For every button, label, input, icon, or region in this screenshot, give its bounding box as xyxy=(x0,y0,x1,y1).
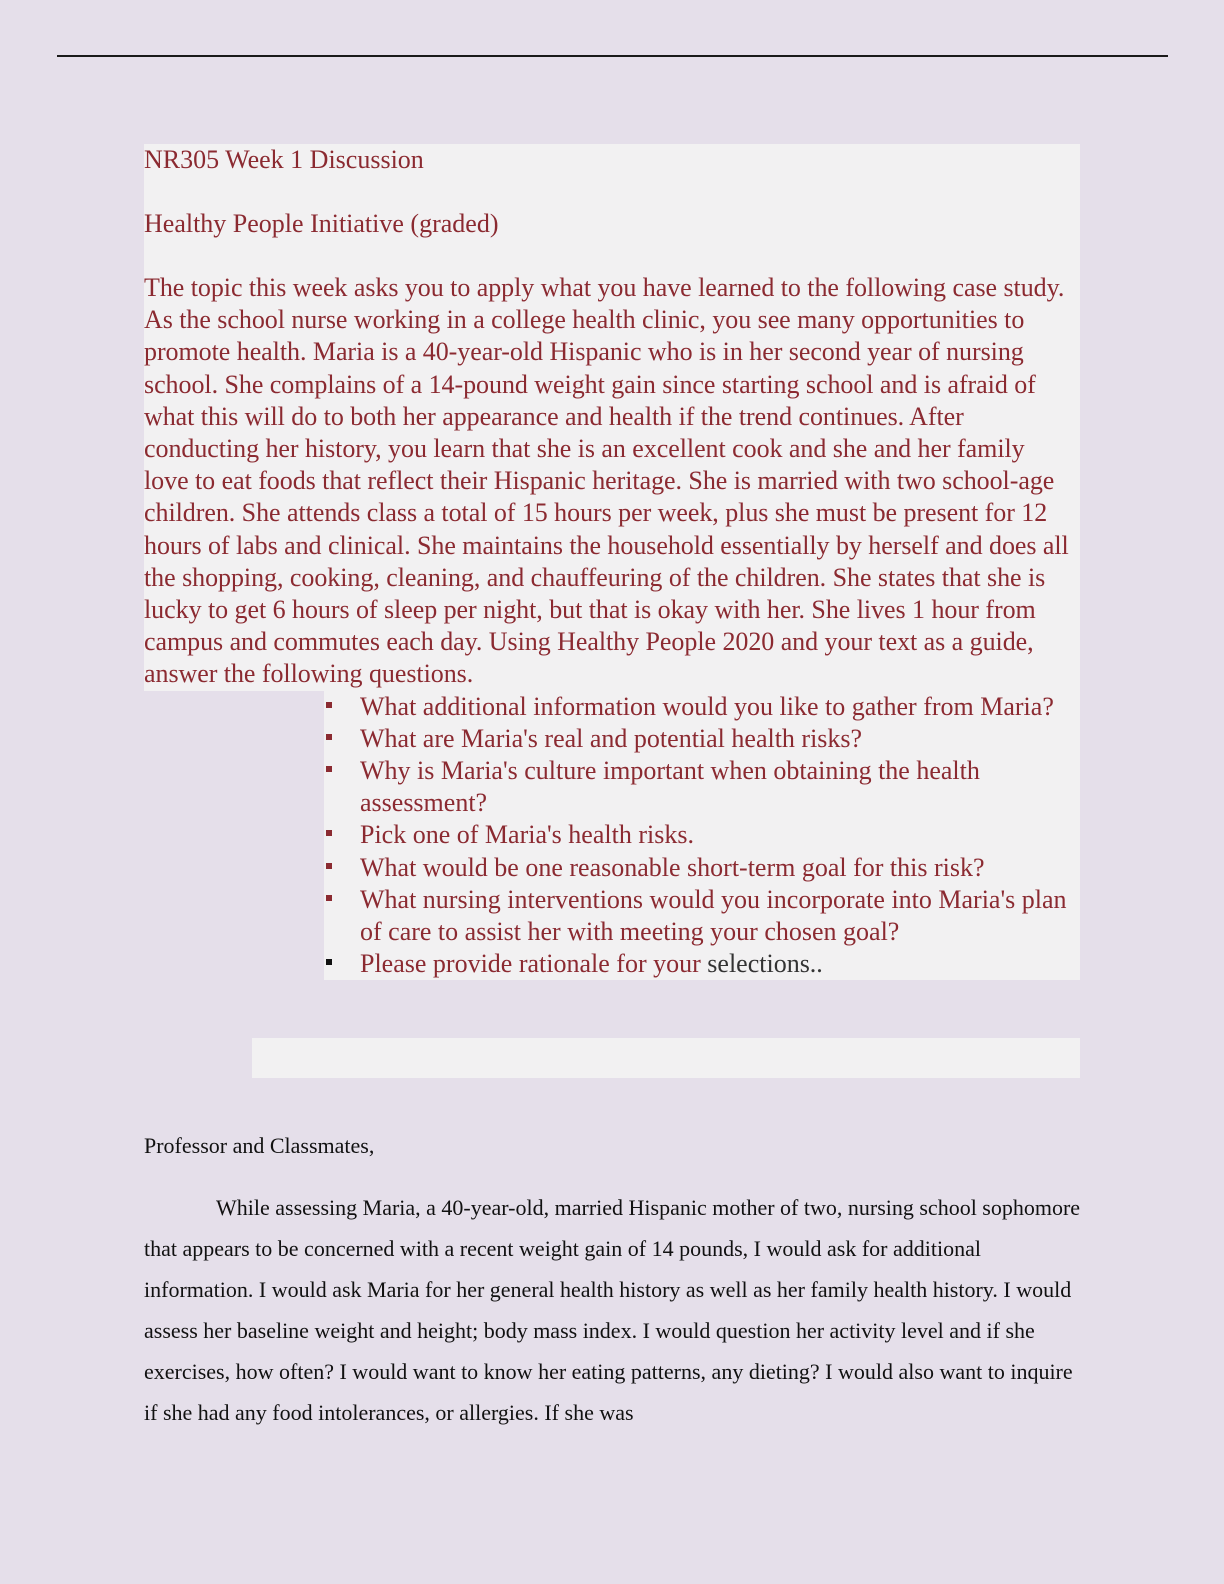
question-item xyxy=(324,723,1080,755)
square-bullet-icon xyxy=(326,702,332,708)
question-item xyxy=(324,852,1080,884)
square-bullet-icon xyxy=(326,766,332,772)
question-text: What would be one reasonable short-term goal for this risk? xyxy=(360,852,985,882)
square-bullet-icon xyxy=(326,895,332,901)
square-bullet-icon xyxy=(326,734,332,740)
question-text: Pick one of Maria's health risks. xyxy=(360,820,694,850)
square-bullet-icon xyxy=(326,830,332,836)
question-item xyxy=(324,948,1080,980)
discussion-prompt xyxy=(144,144,1080,980)
course-title: NR305 Week 1 Discussion xyxy=(144,145,424,174)
question-text-start: Please provide rationale for your xyxy=(360,949,701,979)
question-text-end: selections.. xyxy=(700,949,823,979)
question-text: What nursing interventions would you incorporate into Maria's plan of care to assist her with meeting your chosen goal? xyxy=(360,884,1067,947)
assignment-title: Healthy People Initiative (graded) xyxy=(144,209,499,238)
question-item xyxy=(324,819,1080,851)
discussion-response xyxy=(144,1133,1084,1433)
question-item xyxy=(324,691,1080,723)
square-bullet-icon xyxy=(326,959,332,965)
prompt-highlight-tail xyxy=(252,1038,1080,1078)
question-text: Why is Maria's culture important when obtaining the health assessment? xyxy=(360,756,980,818)
question-list xyxy=(324,691,1080,981)
salutation: Professor and Classmates, xyxy=(144,1133,375,1158)
prompt-highlight xyxy=(144,144,1080,691)
square-bullet-icon xyxy=(326,863,332,869)
header-rule xyxy=(57,55,1168,57)
question-item xyxy=(324,884,1080,948)
question-text: What are Maria's real and potential health risks? xyxy=(360,723,863,753)
question-item xyxy=(324,755,1080,819)
questions-block xyxy=(324,691,1080,981)
response-paragraph: While assessing Maria, a 40-year-old, married Hispanic mother of two, nursing school sophomore that appears to be concerned with a recent weight gain of 14 pounds, I would ask for additional information. I would ask Maria for her general health history as well as her family health history. I would assess her baseline weight and height; body mass index. I would question her activity level and if she exercises, how often? I would want to know her eating patterns, any dieting? I would also want to inquire if she had any food intolerances, or allergies. If she was xyxy=(144,1195,1081,1425)
case-study-text: The topic this week asks you to apply what you have learned to the following case study. As the school nurse working in a college health clinic, you see many opportunities to promote health. Maria is a 40-year-old Hispanic who is in her second year of nursing school. She complains of a 14-pound weight gain since starting school and is afraid of what this will do to both her appearance and health if the trend continues. After conducting her history, you learn that she is an excellent cook and she and her family love to eat foods that reflect their Hispanic heritage. She is married with two school-age children. She attends class a total of 15 hours per week, plus she must be present for 12 hours of labs and clinical. She maintains the household essentially by herself and does all the shopping, cooking, cleaning, and chauffeuring of the children. She states that she is lucky to get 6 hours of sleep per night, but that is okay with her. She lives 1 hour from campus and commutes each day. Using Healthy People 2020 and your text as a guide, answer the following questions. xyxy=(144,273,1069,689)
question-text: What additional information would you like to gather from Maria? xyxy=(360,691,1054,721)
